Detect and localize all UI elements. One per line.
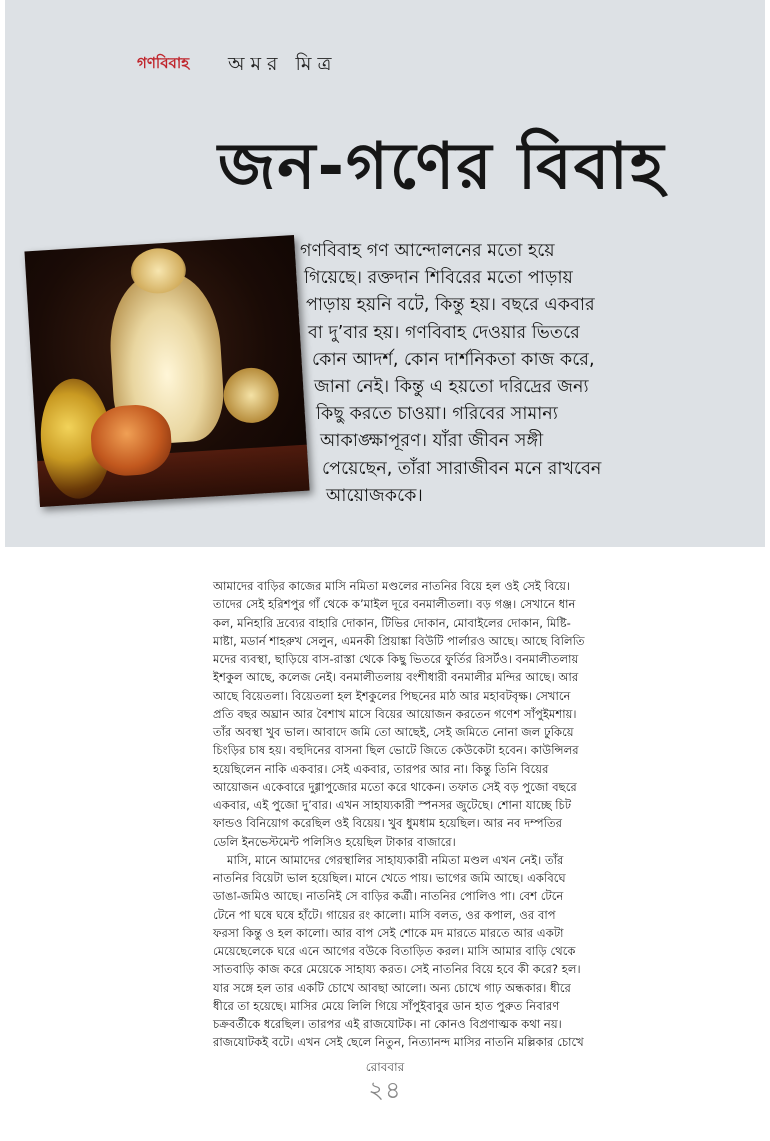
- body-line: প্রতি বছর অঘ্রান আর বৈশাখ মাসে বিয়ের আয়োজন করতেন গণেশ সাঁপুইমশায়।: [213, 706, 577, 721]
- body-line: হয়েছিলেন নাকি একবার। সেই একবার, তারপর আর না। কিন্তু তিনি বিয়ের: [213, 761, 549, 776]
- body-line: ধীরে তা হয়েছে। মাসির মেয়ে লিলি গিয়ে সাঁপুইবাবুর ডান হাত পুরুত নিবারণ: [213, 998, 560, 1013]
- body-line: মেয়েছেলেকে ঘরে এনে আগের বউকে বিতাড়িত করল। মাসি আমার বাড়ি থেকে: [213, 944, 576, 958]
- body-line: ফান্ডও বিনিয়োগ করেছিল ওই বিয়েয়। খুব ধুমধাম হয়েছিল। আর নব দম্পতির: [213, 816, 563, 831]
- body-line: ফরসা কিন্তু ও হল কালো। আর বাপ সেই শোকে মদ মারতে মারতে আর একটা: [213, 925, 564, 940]
- photo-ornament: [222, 366, 280, 424]
- page-number: ২৪: [368, 1076, 402, 1104]
- intro-line: পেয়েছেন, তাঁরা সারাজীবন মনে রাখবেন: [322, 458, 602, 479]
- body-line: মাসি, মানে আমাদের গেরস্থালির সাহায্যকারী নমিতা মণ্ডল এখন নেই। তাঁর: [227, 852, 564, 867]
- intro-line: কিছু করতে চাওয়া। গরিবের সামান্য: [316, 404, 558, 425]
- intro-line: বা দু’বার হয়। গণবিবাহ দেওয়ার ভিতরে: [308, 322, 580, 343]
- body-line: আছে বিয়েতলা। বিয়েতলা হল ইশকুলের পিছনের মাঠ আর মহাবটবৃক্ষ। সেখানে: [213, 688, 571, 703]
- body-line: ডেলি ইনভেস্টমেন্ট পলিসিও হয়েছিল টাকার বাজারে।: [213, 834, 456, 849]
- body-line: টেনে পা ঘষে ঘষে হাঁটে। গায়ের রং কালো। মাসি বলত, ওর কপাল, ওর বাপ: [213, 907, 556, 922]
- body-line: তাঁর অবস্থা খুব ভাল। আবাদে জমি তো আছেই, সেই জমিতে নোনা জল ঢুকিয়ে: [213, 725, 574, 739]
- author-name: অমর মিত্র: [228, 53, 338, 75]
- body-line: ইশকুল আছে, কলেজ নেই। বনমালীতলায় বংশীধারী বনমালীর মন্দির আছে। আর: [213, 670, 579, 685]
- intro-line: আয়োজককে।: [326, 485, 423, 506]
- magazine-name: রোববার: [365, 1060, 405, 1074]
- body-line: আমাদের বাড়ির কাজের মাসি নমিতা মণ্ডলের নাতনির বিয়ে হল ওই সেই বিয়ে।: [213, 579, 571, 593]
- article-title: জন-গণের বিবাহ: [218, 130, 666, 204]
- intro-line: কোন আদর্শ, কোন দার্শনিকতা কাজ করে,: [312, 349, 595, 370]
- intro-paragraph: [300, 238, 660, 510]
- body-line: মাষ্টা, মডার্ন শাহরুখ সেলুন, এমনকী প্রিয়াঙ্কা বিউটি পার্লারও আছে। আছে বিলিতি: [213, 633, 585, 648]
- body-line: ডাঙা-জমিও আছে। নাতনিই সে বাড়ির কর্ত্রী। নাতনির পোলিও পা। বেশ টেনে: [213, 889, 564, 904]
- intro-line: গিয়েছে। রক্তদান শিবিরের মতো পাড়ায়: [304, 268, 573, 289]
- body-line: তাদের সেই হরিশপুর গাঁ থেকে ক’মাইল দূরে বনমালীতলা। বড় গঞ্জ। সেখানে ধান: [213, 597, 576, 612]
- body-line: কল, মনিহারি দ্রব্যের বাহারি দোকান, টিভির দোকান, মোবাইলের দোকান, মিষ্টি-: [213, 615, 571, 630]
- body-line: আয়োজন একেবারে দুগ্গাপুজোর মতো করে থাকেন। তফাত সেই বড় পুজো বছরে: [213, 779, 577, 794]
- body-line: মদের ব্যবস্থা, ছাড়িয়ে বাস-রাস্তা থেকে কিছু ভিতরে ফুর্তির রিসর্টও। বনমালীতলায়: [213, 652, 579, 666]
- body-line: নাতনির বিয়েটা ভাল হয়েছিল। মানে খেতে পায়। ভাগের জমি আছে। একবিঘে: [213, 871, 566, 885]
- body-line: চিংড়ির চাষ হয়। বহুদিনের বাসনা ছিল ভোটে জিতে কেউকেটা হবেন। কাউন্সিলর: [213, 743, 579, 758]
- wedding-crown-photo: [24, 235, 309, 507]
- intro-line: আকাঙ্ক্ষাপূরণ। যাঁরা জীবন সঙ্গী: [320, 431, 544, 452]
- body-line: রাজযোটকই বটে। এখন সেই ছেলে নিতুন, নিত্যানন্দ মাসির নাতনি মল্লিকার চোখে: [213, 1035, 584, 1050]
- intro-line: জানা নেই। কিন্তু এ হয়তো দরিদ্রের জন্য: [314, 377, 589, 398]
- body-line: যার সঙ্গে হল তার একটি চোখে আবছা আলো। অন্য চোখে গাঢ় অন্ধকার। ধীরে: [213, 980, 571, 995]
- body-line: একবার, এই পুজো দু’বার। এখন সাহায্যকারী স্পনসর জুটেছে। শোনা যাচ্ছে চিট: [213, 798, 572, 812]
- section-tag: গণবিবাহ: [137, 54, 190, 72]
- article-body: [213, 577, 643, 1052]
- body-line: চক্রবর্তীকে ধরেছিল। তারপর এই রাজযোটক। না কোনও বিপ্রণাত্মক কথা নয়।: [213, 1017, 562, 1031]
- body-line: সাতবাড়ি কাজ করে মেয়েকে সাহায্য করত। সেই নাতনির বিয়ে হবে কী করে? হল।: [213, 962, 581, 977]
- intro-line: পাড়ায় হয়নি বটে, কিন্তু হয়। বছরে একবার: [306, 295, 595, 316]
- intro-line: গণবিবাহ গণ আন্দোলনের মতো হয়ে: [300, 241, 555, 261]
